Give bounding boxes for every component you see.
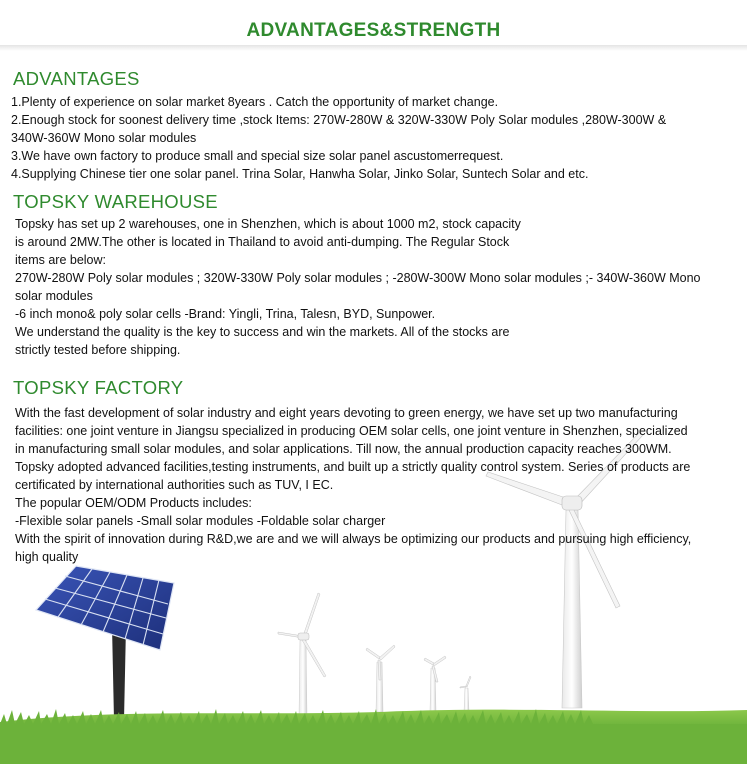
warehouse-line-2: is around 2MW.The other is located in Thailand to avoid anti-dumping. The Regular Stock	[15, 235, 510, 249]
warehouse-line-3: items are below:	[15, 253, 107, 267]
warehouse-heading: TOPSKY WAREHOUSE	[13, 191, 218, 212]
factory-line-1: With the fast development of solar industry and eight years devoting to green energy, we have set up two manufacturing	[15, 406, 678, 420]
factory-line-7: -Flexible solar panels -Small solar modules -Foldable solar charger	[15, 514, 386, 528]
factory-line-9: high quality	[15, 550, 79, 564]
warehouse-line-5: solar modules	[15, 289, 93, 303]
title-divider	[0, 45, 747, 51]
grass-field	[0, 709, 747, 764]
factory-line-5: certificated by international authorities such as TUV, I EC.	[15, 478, 334, 492]
warehouse-line-1: Topsky has set up 2 warehouses, one in Shenzhen, which is about 1000 m2, stock capacity	[15, 217, 521, 231]
warehouse-line-6: -6 inch mono& poly solar cells -Brand: Yingli, Trina, Talesn, BYD, Sunpower.	[15, 307, 436, 321]
wind-turbine-small-2	[424, 656, 446, 712]
page-title: ADVANTAGES&STRENGTH	[246, 20, 501, 41]
warehouse-line-4: 270W-280W Poly solar modules ; 320W-330W Poly solar modules ; -280W-300W Mono solar modules ;- 340W-360W Mono	[15, 271, 701, 285]
advantages-line-5: 4.Supplying Chinese tier one solar panel. Trina Solar, Hanwha Solar, Jinko Solar, Suntech Solar and etc.	[11, 167, 589, 181]
wind-turbine-small-1	[366, 645, 395, 712]
advantages-line-4: 3.We have own factory to produce small and special size solar panel ascustomerrequest.	[11, 149, 504, 163]
factory-line-4: Topsky adopted advanced facilities,testing instruments, and built up a strictly quality control system. Series of products are	[15, 460, 691, 474]
advantages-line-2: 2.Enough stock for soonest delivery time ,stock Items: 270W-280W & 320W-330W Poly Solar modules ,280W-300W &	[11, 113, 667, 127]
advantages-line-1: 1.Plenty of experience on solar market 8years . Catch the opportunity of market change.	[11, 95, 499, 109]
factory-line-3: in manufacturing small solar modules, and solar applications. Till now, the annual production capacity reaches 300WM.	[15, 442, 672, 456]
wind-turbine-medium	[278, 593, 326, 718]
advantages-line-3: 340W-360W Mono solar modules	[11, 131, 197, 145]
advantages-heading: ADVANTAGES	[13, 68, 140, 89]
solar-tracker	[36, 566, 174, 720]
warehouse-line-8: strictly tested before shipping.	[15, 343, 181, 357]
factory-line-6: The popular OEM/ODM Products includes:	[15, 496, 252, 510]
warehouse-line-7: We understand the quality is the key to success and win the markets. All of the stocks are	[15, 325, 510, 339]
factory-line-8: With the spirit of innovation during R&D,we are and we will always be optimizing our products and pursuing high efficiency,	[15, 532, 692, 546]
factory-line-2: facilities: one joint venture in Jiangsu specialized in producing OEM solar cells, one joint venture in Shenzhen, specialized	[15, 424, 688, 438]
wind-turbine-small-3	[460, 676, 471, 712]
factory-heading: TOPSKY FACTORY	[13, 377, 184, 398]
